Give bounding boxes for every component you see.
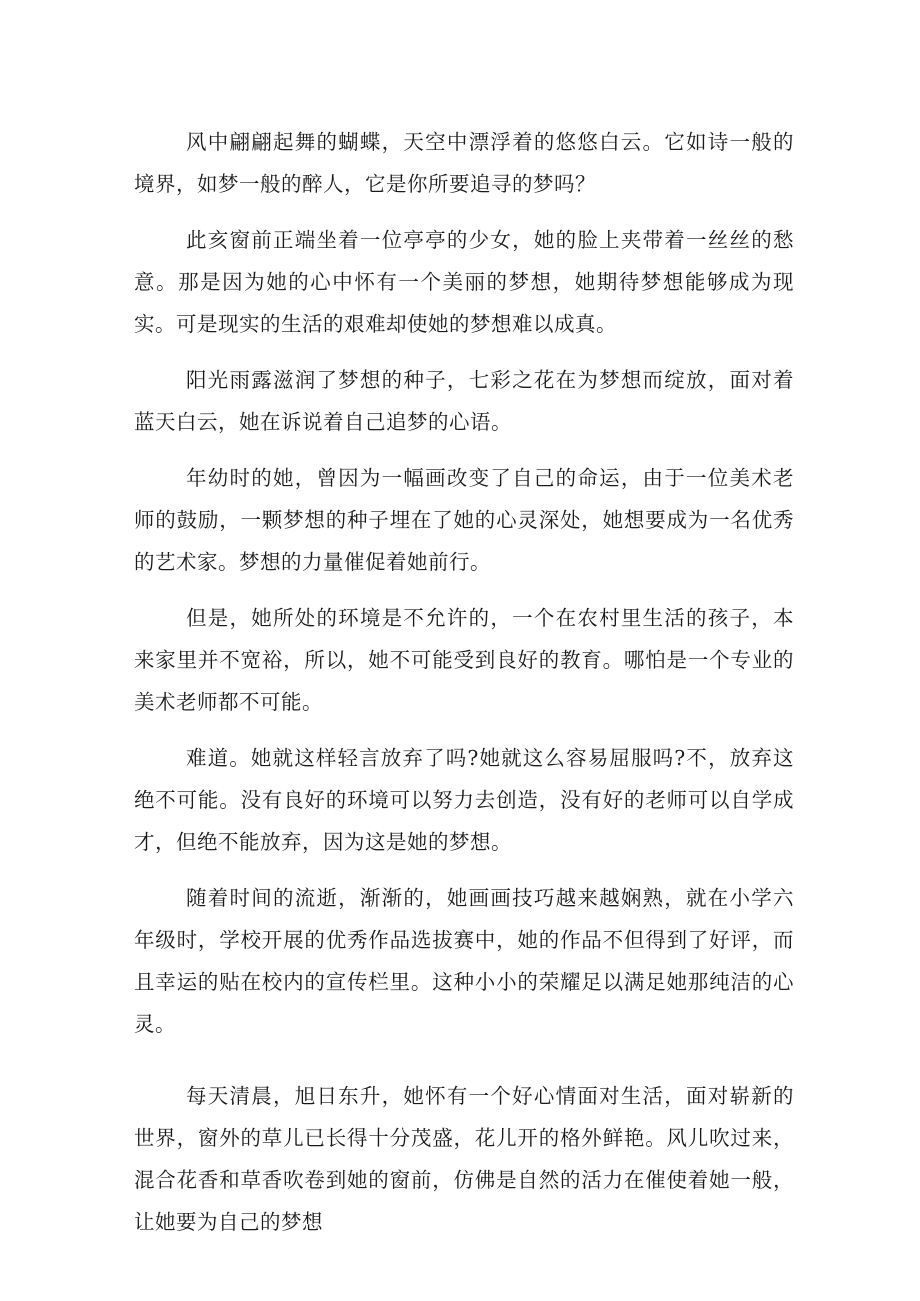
paragraph-6: 难道。她就这样轻言放弃了吗?她就这么容易屈服吗?不，放弃这绝不可能。没有良好的环境可以努力去创造，没有好的老师可以自学成才，但绝不能放弃，因为这是她的梦想。	[134, 746, 794, 854]
paragraph-4: 年幼时的她，曾因为一幅画改变了自己的命运，由于一位美术老师的鼓励，一颗梦想的种子埋在了她的心灵深处，她想要成为一名优秀的艺术家。梦想的力量催促着她前行。	[134, 466, 794, 574]
paragraph-8: 每天清晨，旭日东升，她怀有一个好心情面对生活，面对崭新的世界，窗外的草儿已长得十分茂盛，花儿开的格外鲜艳。风儿吹过来，混合花香和草香吹卷到她的窗前，仿佛是自然的活力在催使着她一般，让她要为自己的梦想	[134, 1084, 794, 1234]
essay-body	[134, 121, 794, 1257]
paragraph-5: 但是，她所处的环境是不允许的，一个在农村里生活的孩子，本来家里并不宽裕，所以，她不可能受到良好的教育。哪怕是一个专业的美术老师都不可能。	[134, 606, 794, 714]
paragraph-1: 风中翩翩起舞的蝴蝶，天空中漂浮着的悠悠白云。它如诗一般的境界，如梦一般的醉人，它是你所要追寻的梦吗？	[134, 130, 794, 196]
paragraph-3: 阳光雨露滋润了梦想的种子，七彩之花在为梦想而绽放，面对着蓝天白云，她在诉说着自己追梦的心语。	[134, 368, 794, 434]
paragraph-2: 此亥窗前正端坐着一位亭亭的少女，她的脸上夹带着一丝丝的愁意。那是因为她的心中怀有一个美丽的梦想，她期待梦想能够成为现实。可是现实的生活的艰难却使她的梦想难以成真。	[134, 228, 794, 336]
paragraph-7: 随着时间的流逝，渐渐的，她画画技巧越来越娴熟，就在小学六年级时，学校开展的优秀作品选拔赛中，她的作品不但得到了好评，而且幸运的贴在校内的宣传栏里。这种小小的荣耀足以满足她那纯洁的心灵。	[134, 886, 794, 1036]
